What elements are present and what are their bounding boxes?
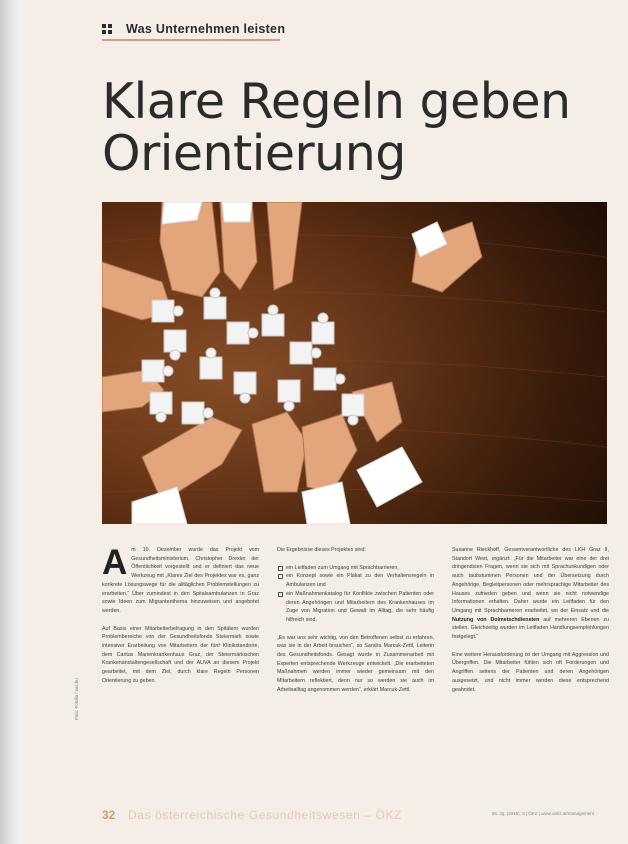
list-item: ein Maßnahmenkatalog für Konflikte zwischen Patienten oder deren Angehörigen und Mitarbeitern des Krankenhauses im Zuge von Migration und Gewalt im Alltag, die sehr häufig hilfreich sind. [277,590,434,625]
article-headline [102,73,571,182]
bold-phrase: Nutzung von Dolmetschdiensten [452,616,540,623]
paragraph: Auf Basis einer Mitarbeiterbefragung in den Spitälern wurden Problembereiche von der Gesundheitsfonds Steiermark sowie intensiver Erarbeitung von Mitarbeitern der fünf Klinikstandorte, dem Caritas Marienkrankenhaus Graz, der Steiermärkischen Krankenanstaltengesellschaft und der AUVA an diesem Projekt gearbeitet, mit dem Ziel, durch klare Regeln Personen Orientierung zu geben. [102,625,259,684]
results-list [277,564,434,625]
publication-name: Das österreichische Gesundheitswesen – ÖKZ [128,808,402,822]
section-kicker [102,22,285,36]
page-number: 32 [102,808,116,822]
paragraph-text: m 10. Dezember wurde das Projekt vom Gesundheitsministerium, Christopher Drexler der Öffentlichkeit vorgestellt und er definiert das neue Werkzeug mit „Klares Ziel des Projektes war es, ganz konkrete Lösungswege für die alltäglichen Problemstellungen zu erarbeiten.“ Über zumindest in den Spitalsambulanzen in Graz sowie Ideen zum Migrantenthema hinzuweisen und angebotet werden. [102,547,259,614]
text-column-1 [102,543,259,695]
photo-credit: Foto: Fotolia / sxc.hu [74,678,79,720]
paragraph [102,543,259,616]
square-grid-icon [102,24,112,34]
list-item: ein Leitfaden zum Umgang mit Sprachbarrieren, [277,564,434,573]
section-label: Was Unternehmen leisten [126,22,286,36]
text-column-3 [452,546,609,703]
paragraph [452,546,609,642]
paragraph: Eine weitere Herausforderung ist der Umgang mit Aggression und Übergriffen. Die Mitarbeiter fühlen sich oft Forderungen und Angriffen seitens der Patienten und deren Angehörigen ausgesetzt, und nicht immer werden diese entsprechend geahndet. [452,651,609,693]
magazine-page [22,0,628,844]
puzzle-hands-photo [102,202,607,524]
headline-line-2: Orientierung [102,125,406,182]
text-column-2 [277,546,434,704]
headline-line-1: Klare Regeln geben [102,73,571,130]
paragraph-text: Susanne Rieckhoff, Gesamtverantwortliche des LKH Graz II, Standort West, ergänzt: „Für die Mitarbeiter war eine der drei dringendsten Fragen, wenn sie sich mit Sprachunkundigen oder auch taubstummen Personen und der Übersetzung durch Angehörige, Begleitpersonen oder mehrsprachige Mitarbeiter des Hauses zufrieden geben und wenn sie nicht notwendige Informationen erhalten. Daher wurde ein Leitfaden für den Umgang mit Sprachbarrieren erarbeitet, wo der Einsatz und die [452,547,609,614]
paragraph: „Es war uns sehr wichtig, von den Betroffenen selbst zu erfahren, was sie in der Arbeit brauchen“, so Sandra Marcuk-Zettl, Leiterin des Gesundheitsfonds. Gesagt wurde in Zusammenarbeit mit Experten entsprechende Werkzeuge entwickelt. „Die erarbeiteten Maßnahmen werden immer wieder gemeinsam mit den Mitarbeitern reflektiert, denn nur so werden sie auch im Arbeitsalltag angenommen werden“, erklärt Marcuk-Zettl. [277,634,434,693]
list-item: ein Konzept sowie ein Plakat zu den Verhaltensregeln in Ambulanzen und [277,572,434,589]
paragraph: Die Ergebnisse dieses Projektes sind: [277,547,366,553]
paragraph-text: auf mehreren Ebenen zu stellen. Gleichzeitig wurden im Leitfaden Handlungsempfehlungen festgelegt.“ [452,616,609,641]
drop-cap: A [102,543,128,582]
issue-info: 56. Jg. (2015), 3 | ÖKZ | www.oekz.at/management [491,811,594,816]
scan-edge [0,0,22,844]
kicker-underline [102,39,280,41]
